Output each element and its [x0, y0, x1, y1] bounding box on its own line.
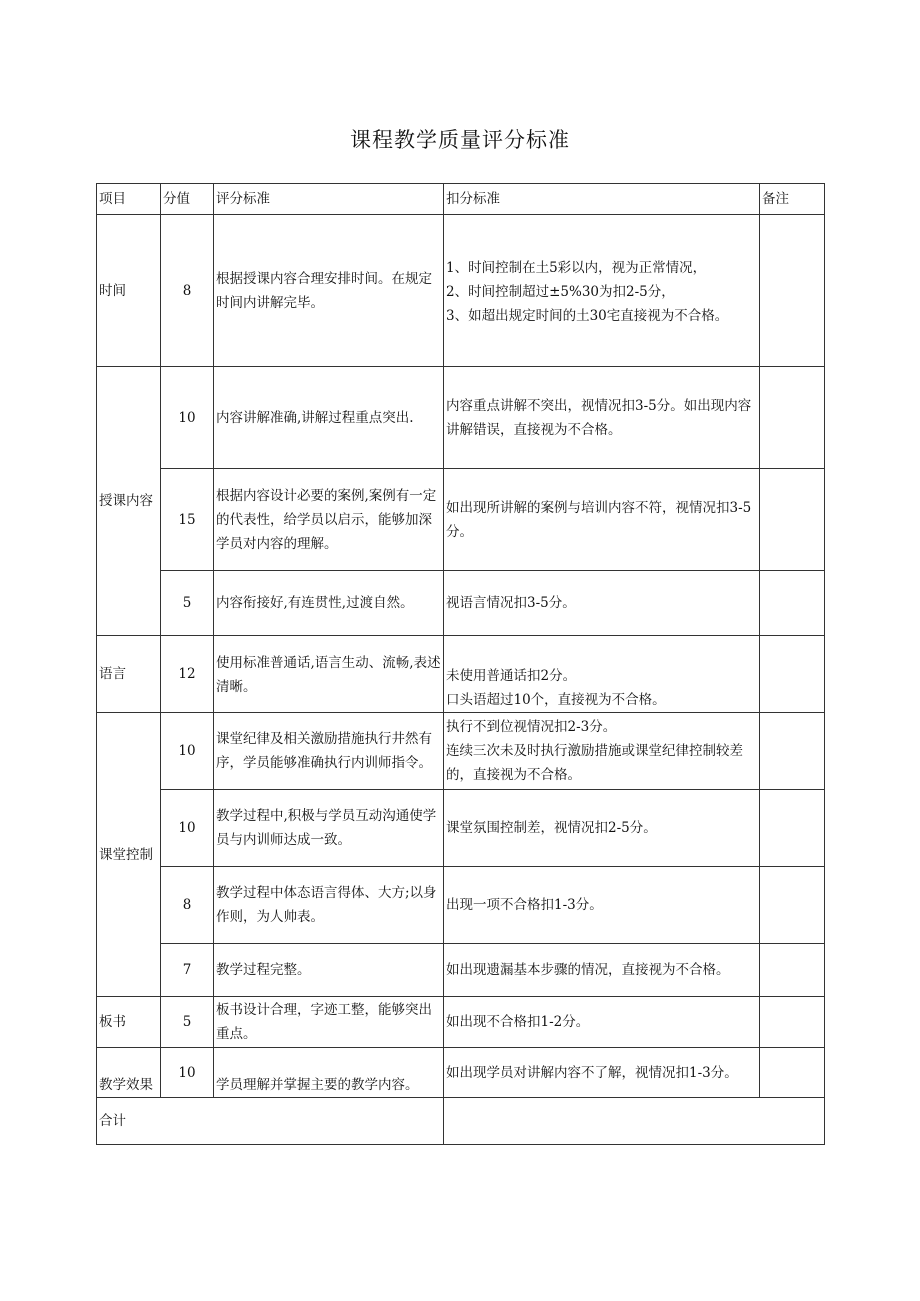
table-row: [97, 790, 825, 867]
total-row: [97, 1098, 825, 1145]
note-cell: [760, 790, 825, 867]
table-row: [97, 636, 825, 713]
criteria-cell: 学员理解并掌握主要的教学内容。: [214, 1048, 444, 1098]
criteria-cell: 教学过程中体态语言得体、大方;以身作则，为人帅表。: [214, 867, 444, 944]
score-cell: 10: [161, 367, 214, 469]
score-cell: 10: [161, 713, 214, 790]
page-title: 课程教学质量评分标准: [350, 128, 570, 152]
table-row: [97, 944, 825, 997]
item-cell: 课堂控制: [97, 713, 161, 997]
scoring-table: [96, 183, 825, 1145]
note-cell: [760, 713, 825, 790]
deduction-cell: 内容重点讲解不突出，视情况扣3-5分。如出现内容讲解错误，直接视为不合格。: [444, 367, 760, 469]
deduction-cell: 如出现遗漏基本步骤的情况，直接视为不合格。: [444, 944, 760, 997]
score-cell: 8: [161, 867, 214, 944]
item-cell: 板书: [97, 997, 161, 1048]
deduction-cell: 课堂氛围控制差，视情况扣2-5分。: [444, 790, 760, 867]
criteria-cell: 根据授课内容合理安排时间。在规定时间内讲解完毕。: [214, 215, 444, 367]
table-row: [97, 469, 825, 571]
deduction-cell: 如出现学员对讲解内容不了解，视情况扣1-3分。: [444, 1048, 760, 1098]
deduction-cell: 视语言情况扣3-5分。: [444, 571, 760, 636]
table-row: [97, 571, 825, 636]
table-row: [97, 367, 825, 469]
note-cell: [760, 469, 825, 571]
item-cell: 教学效果: [97, 1048, 161, 1098]
score-cell: 5: [161, 997, 214, 1048]
score-cell: 10: [161, 790, 214, 867]
criteria-cell: 内容衔接好,有连贯性,过渡自然。: [214, 571, 444, 636]
header-note: 备注: [760, 184, 825, 215]
table-row: [97, 1048, 825, 1098]
header-score: 分值: [161, 184, 214, 215]
total-value-cell: [444, 1098, 825, 1145]
score-cell: 15: [161, 469, 214, 571]
note-cell: [760, 215, 825, 367]
header-item: 项目: [97, 184, 161, 215]
deduction-cell: 未使用普通话扣2分。 口头语超过10个，直接视为不合格。: [444, 636, 760, 713]
score-cell: 7: [161, 944, 214, 997]
header-deduction: 扣分标准: [444, 184, 760, 215]
criteria-cell: 教学过程中,积极与学员互动沟通使学员与内训师达成一致。: [214, 790, 444, 867]
score-cell: 12: [161, 636, 214, 713]
deduction-cell: 如出现所讲解的案例与培训内容不符，视情况扣3-5分。: [444, 469, 760, 571]
note-cell: [760, 867, 825, 944]
table-row: [97, 867, 825, 944]
score-cell: 8: [161, 215, 214, 367]
criteria-cell: 内容讲解准确,讲解过程重点突出.: [214, 367, 444, 469]
deduction-cell: 1、时间控制在土5彩以内，视为正常情况， 2、时间控制超过±5%30为扣2-5分， 3、如超出规定时间的土30宅直接视为不合格。: [444, 215, 760, 367]
note-cell: [760, 571, 825, 636]
score-cell: 10: [161, 1048, 214, 1098]
note-cell: [760, 997, 825, 1048]
note-cell: [760, 367, 825, 469]
score-cell: 5: [161, 571, 214, 636]
criteria-cell: 使用标准普通话,语言生动、流畅,表述清晰。: [214, 636, 444, 713]
item-cell: 语言: [97, 636, 161, 713]
criteria-cell: 根据内容设计必要的案例,案例有一定的代表性，给学员以启示，能够加深学员对内容的理解。: [214, 469, 444, 571]
criteria-cell: 教学过程完整。: [214, 944, 444, 997]
item-cell: 授课内容: [97, 367, 161, 636]
criteria-cell: 课堂纪律及相关激励措施执行井然有序，学员能够准确执行内训师指令。: [214, 713, 444, 790]
note-cell: [760, 1048, 825, 1098]
table-row: [97, 215, 825, 367]
deduction-cell: 出现一项不合格扣1-3分。: [444, 867, 760, 944]
criteria-cell: 板书设计合理，字迹工整，能够突出重点。: [214, 997, 444, 1048]
table-row: [97, 713, 825, 790]
table-row: [97, 997, 825, 1048]
note-cell: [760, 636, 825, 713]
deduction-cell: 如出现不合格扣1-2分。: [444, 997, 760, 1048]
deduction-cell: 执行不到位视情况扣2-3分。 连续三次未及时执行激励措施或课堂纪律控制较差的，直接视为不合格。: [444, 713, 760, 790]
item-cell: 时间: [97, 215, 161, 367]
header-row: [97, 184, 825, 215]
header-criteria: 评分标准: [214, 184, 444, 215]
note-cell: [760, 944, 825, 997]
total-label: 合计: [97, 1098, 444, 1145]
